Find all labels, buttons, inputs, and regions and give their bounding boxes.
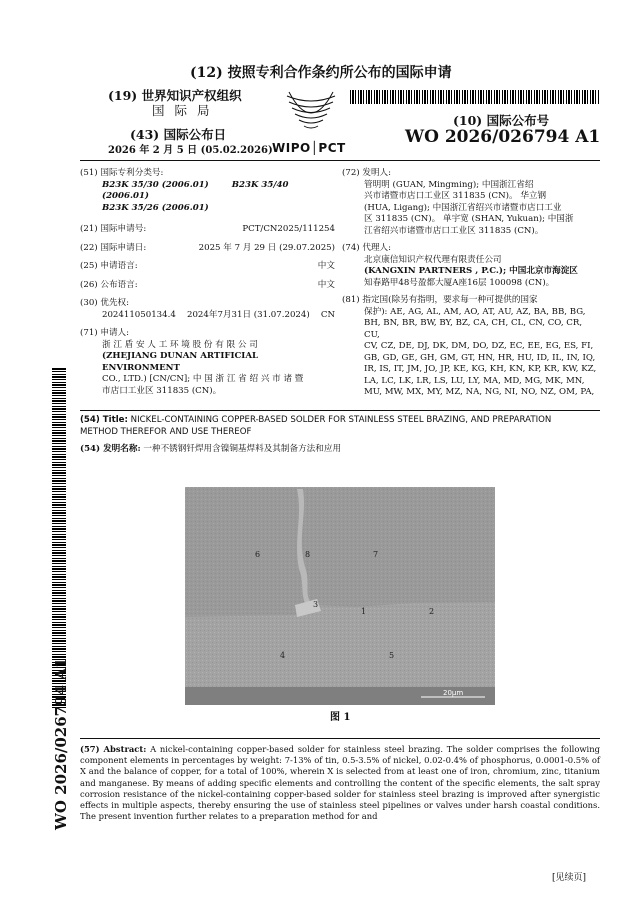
designated-line-1: 保护): AE, AG, AL, AM, AO, AT, AU, AZ, BA, BB, BG, [364, 306, 586, 317]
publication-date: 2026 年 2 月 5 日 (05.02.2026) [108, 145, 273, 156]
designated-line-7: MU, MW, MX, MY, MZ, NA, NG, NI, NO, NZ, OM, PA, [364, 387, 595, 397]
designated-line-2: BH, BN, BR, BW, BY, BZ, CA, CH, CL, CN, CO, CR, CU, [364, 318, 583, 340]
title-en-line-1: NICKEL-CONTAINING COPPER-BASED SOLDER FOR STAINLESS STEEL BRAZING, AND PREPARATION [130, 415, 552, 425]
applicant-line-1: 浙 江 盾 安 人 工 环 境 股 份 有 限 公 司 [102, 339, 258, 350]
continued-note: [见续页] [552, 873, 587, 883]
organization-name: (19) 世界知识产权组织 [108, 88, 242, 103]
title-en-line-2: METHOD THEREFOR AND USE THEREOF [80, 426, 252, 437]
figure-label-5: 5 [389, 651, 395, 660]
title-zh-label: (54) 发明名称: [80, 444, 141, 454]
inventor-line-1: 管明明 (GUAN, Mingming); 中国浙江省绍 [364, 179, 534, 190]
applicant-line-2: (ZHEJIANG DUNAN ARTIFICIAL ENVIRONMENT [102, 351, 259, 373]
barcode-icon [350, 90, 600, 104]
application-number-row: (21) 国际申请号: PCT/CN2025/111254 [80, 224, 335, 234]
abstract-paragraph [80, 744, 600, 822]
ipc-label: (51) 国际专利分类号: [80, 168, 164, 178]
applicant-label: (71) 申请人: [80, 328, 130, 338]
scale-bar-label: 20μm [443, 689, 464, 697]
applicant-line-3: CO., LTD.) [CN/CN]; 中 国 浙 江 省 绍 兴 市 诸 暨 [102, 374, 304, 384]
priority-label: (30) 优先权: [80, 298, 130, 308]
figure-label-4: 4 [280, 651, 286, 660]
publication-language-row: (26) 公布语言: 中文 [80, 279, 335, 290]
inventor-line-3: (HUA, Ligang); 中国浙江省绍兴市诸暨市店口工业 [364, 202, 562, 213]
wipo-logo-icon [283, 90, 339, 140]
ipc-class-1: B23K 35/30 (2006.01) [102, 179, 209, 190]
filing-language-row: (25) 申请语言: 中文 [80, 261, 335, 271]
publication-date-label: (43) 国际公布日 [130, 127, 227, 142]
applicant-line-4: 市店口工业区 311835 (CN)。 [102, 385, 222, 396]
publication-number-label: (10) 国际公布号 [453, 113, 550, 128]
inventor-line-2: 兴市诸暨市店口工业区 311835 (CN)。 华立钢 [364, 191, 547, 201]
title-zh: 一种不锈钢钎焊用含镍铜基焊料及其制备方法和应用 [143, 444, 342, 454]
designated-line-3: CV, CZ, DE, DJ, DK, DM, DO, DZ, EC, EE, EG, ES, FI, [364, 341, 594, 351]
agent-line-1: 北京康信知识产权代理有限责任公司 [364, 254, 502, 265]
figure-label-8: 8 [305, 550, 311, 559]
figure-label-6: 6 [255, 550, 261, 559]
divider-title [80, 410, 600, 411]
inventor-label: (72) 发明人: [342, 168, 392, 178]
publication-number: WO 2026/026794 A1 [405, 127, 601, 147]
ipc-class-3: B23K 35/26 (2006.01) [102, 202, 209, 213]
figure-label-7: 7 [373, 550, 379, 559]
inventor-line-4: 区 311835 (CN)。 单宇宽 (SHAN, Yukuan); 中国浙 [364, 214, 574, 224]
filing-date-row: (22) 国际申请日: 2025 年 7 月 29 日 (29.07.2025) [80, 242, 335, 253]
divider-abstract [80, 738, 600, 739]
document-title: (12) 按照专利合作条约所公布的国际申请 [190, 65, 452, 81]
figure-caption: 图 1 [330, 712, 351, 723]
agent-label: (74) 代理人: [342, 243, 392, 253]
bibliographic-right [342, 168, 600, 399]
designated-line-6: LA, LC, LK, LR, LS, LU, LY, MA, MD, MG, MK, MN, [364, 375, 585, 386]
agent-line-2: (KANGXIN PARTNERS , P.C.); 中国北京市海淀区 [364, 266, 578, 276]
title-section [80, 415, 600, 456]
priority-row: 202411050134.4 2024年7月31日 (31.07.2024) CN [102, 309, 335, 320]
inventor-line-5: 江省绍兴市诸暨市店口工业区 311835 (CN)。 [364, 225, 544, 236]
bureau-name: 国 际 局 [152, 103, 213, 118]
side-publication-number: WO 2026/026794 A1 [52, 657, 70, 830]
figure-label-1: 1 [361, 607, 367, 616]
figure-label-3: 3 [313, 600, 319, 609]
bibliographic-left [80, 168, 335, 397]
divider-top [80, 160, 600, 161]
designated-line-5: IR, IS, IT, JM, JO, JP, KE, KG, KH, KN, KP, KR, KW, KZ, [364, 364, 597, 374]
abstract-label: (57) Abstract: [80, 744, 147, 754]
wipo-pct-logo-text: WIPO│PCT [272, 141, 346, 155]
agent-line-3: 知春路甲48号盈都大厦A座16层 100098 (CN)。 [364, 277, 555, 288]
micrograph-figure [185, 487, 495, 705]
ipc-class-2: B23K 35/40 (2006.01) [102, 179, 289, 201]
designated-states-label: (81) 指定国(除另有指明，要求每一种可提供的国家 [342, 295, 538, 305]
figure-label-2: 2 [429, 607, 435, 616]
designated-line-4: GB, GD, GE, GH, GM, GT, HN, HR, HU, ID, IL, IN, IQ, [364, 352, 596, 363]
title-en-label: (54) Title: [80, 415, 128, 425]
abstract-text: A nickel-containing copper-based solder for stainless steel brazing. The solder comprises the following component elements in percentages by weight: 7-13% of tin, 0.5-3.5% of nickel, 0.02-0.4% of phosphorus, 0.0001-0.5% of X and the balance of copper, for a total of 100%, wherein X is selected from at least one of iron, chromium, zinc, titanium and manganese. By means of adding specific elements and controlling the content of the specific elements, the salt spray corrosion resistance of the nickel-containing copper-based solder for stainless steel brazing is improved after synergistic effects in multiple aspects, thereby ensuring the use of stainless steel pipelines or valves under harsh coastal conditions. The present invention further relates to a preparation method for and [80, 744, 600, 822]
